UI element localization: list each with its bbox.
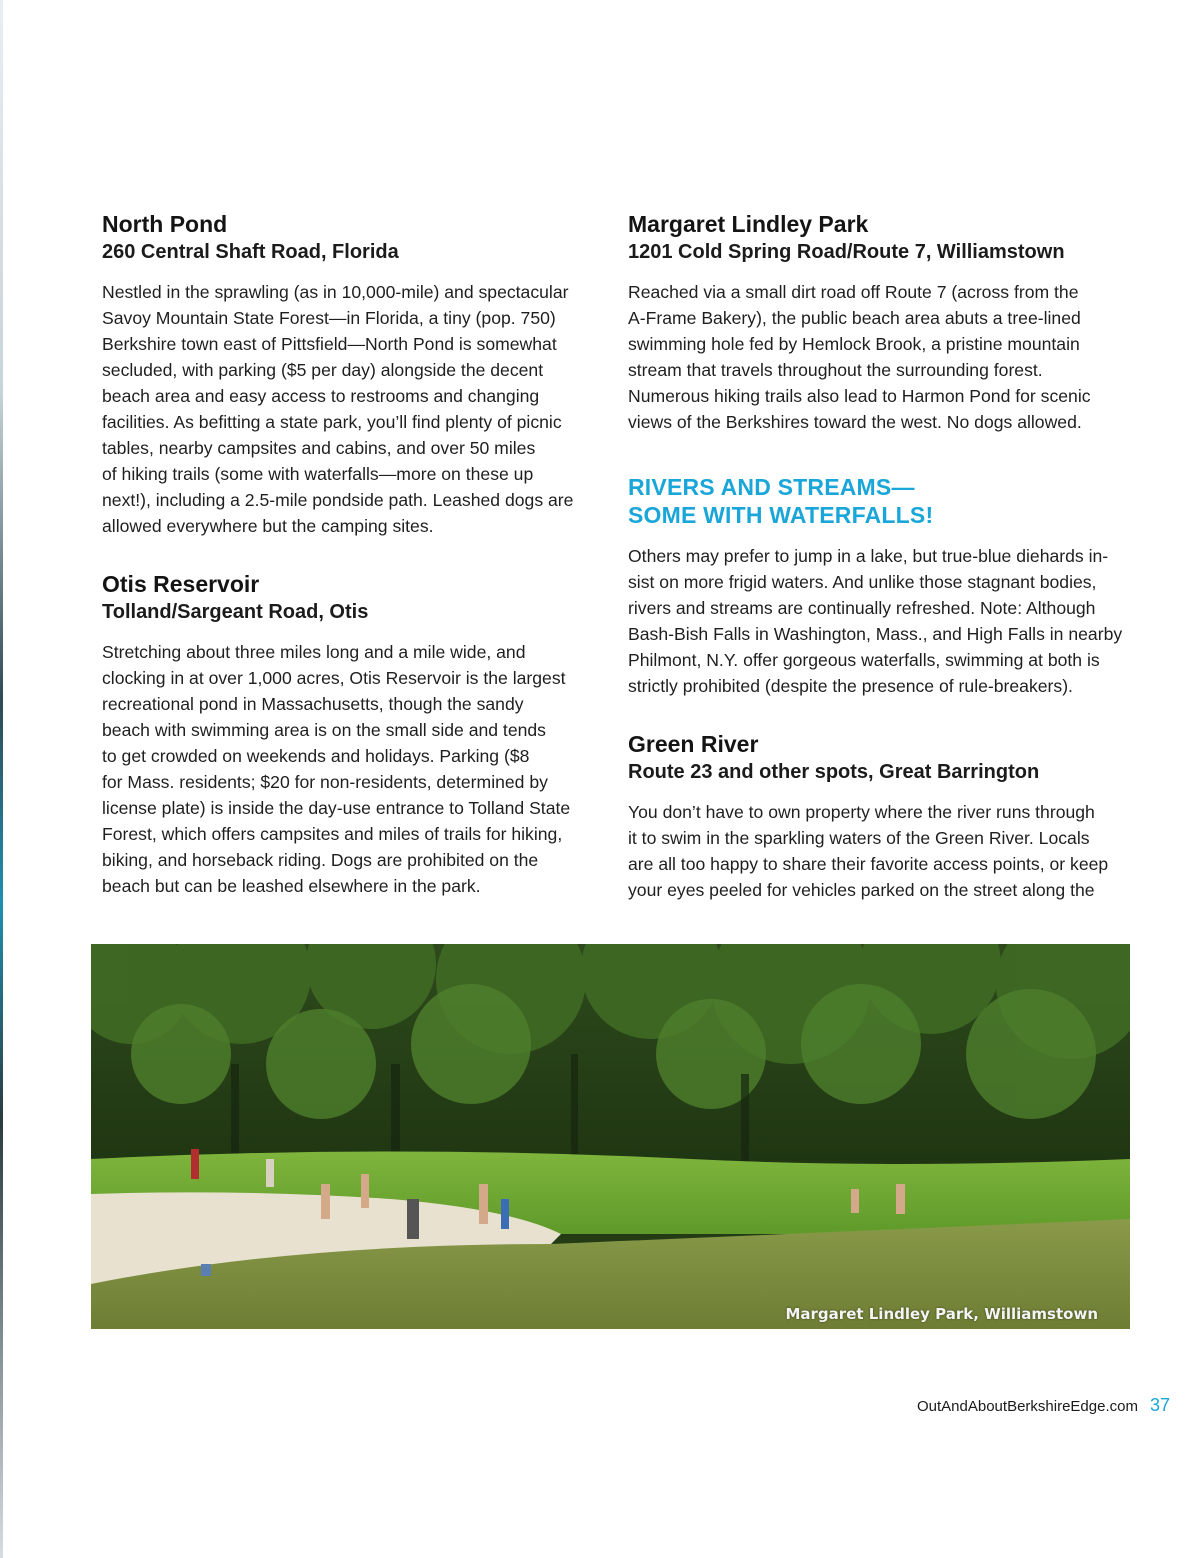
rivers-section-body — [628, 543, 1133, 699]
text-line: stream that travels throughout the surrounding forest. — [628, 360, 1043, 380]
text-line: biking, and horseback riding. Dogs are prohibited on the — [102, 850, 539, 870]
otis-reservoir-title: Otis Reservoir — [102, 571, 260, 597]
text-line: clocking in at over 1,000 acres, Otis Reservoir is the largest — [102, 668, 566, 688]
beach-photo — [91, 944, 1130, 1329]
text-line: Nestled in the sprawling (as in 10,000-mile) and spectacular — [102, 282, 569, 302]
page-number: 37 — [1149, 1395, 1170, 1415]
beach-photo-illustration — [91, 944, 1130, 1329]
right-column — [628, 209, 1133, 903]
text-line: to get crowded on weekends and holidays. Parking ($8 — [102, 746, 530, 766]
text-line: Berkshire town east of Pittsfield—North Pond is somewhat — [102, 334, 557, 354]
otis-reservoir-body — [102, 639, 592, 899]
green-river-title: Green River — [628, 731, 759, 757]
text-line: Savoy Mountain State Forest—in Florida, a tiny (pop. 750) — [102, 308, 556, 328]
text-line: allowed everywhere but the camping sites. — [102, 516, 434, 536]
text-line: Numerous hiking trails also lead to Harmon Pond for scenic — [628, 386, 1091, 406]
text-line: secluded, with parking ($5 per day) alongside the decent — [102, 360, 544, 380]
text-line: rivers and streams are continually refreshed. Note: Although — [628, 598, 1096, 618]
footer-site-url[interactable]: OutAndAboutBerkshireEdge.com — [917, 1398, 1138, 1415]
rivers-section-heading — [628, 473, 1133, 529]
text-line: Bash-Bish Falls in Washington, Mass., and High Falls in nearby — [628, 624, 1123, 644]
text-line: facilities. As befitting a state park, you’ll find plenty of picnic — [102, 412, 562, 432]
text-line: You don’t have to own property where the river runs through — [628, 802, 1095, 822]
margaret-lindley-title: Margaret Lindley Park — [628, 211, 869, 237]
text-line: strictly prohibited (despite the presence of rule-breakers). — [628, 676, 1073, 696]
text-line: next!), including a 2.5-mile pondside path. Leashed dogs are — [102, 490, 574, 510]
text-line: Others may prefer to jump in a lake, but true-blue diehards in- — [628, 546, 1109, 566]
text-line: tables, nearby campsites and cabins, and over 50 miles — [102, 438, 536, 458]
text-line: for Mass. residents; $20 for non-residents, determined by — [102, 772, 548, 792]
margaret-lindley-body — [628, 279, 1133, 435]
text-line: are all too happy to share their favorite access points, or keep — [628, 854, 1109, 874]
text-line: Forest, which offers campsites and miles of trails for hiking, — [102, 824, 563, 844]
text-line: it to swim in the sparkling waters of the Green River. Locals — [628, 828, 1090, 848]
heading-line: RIVERS AND STREAMS— — [628, 474, 915, 500]
page-footer — [917, 1395, 1170, 1416]
photo-caption: Margaret Lindley Park, Williamstown — [785, 1305, 1098, 1323]
heading-line: SOME WITH WATERFALLS! — [628, 502, 934, 528]
text-line: beach but can be leashed elsewhere in the park. — [102, 876, 481, 896]
north-pond-title: North Pond — [102, 211, 228, 237]
text-line: views of the Berkshires toward the west. No dogs allowed. — [628, 412, 1082, 432]
text-line: Stretching about three miles long and a mile wide, and — [102, 642, 526, 662]
north-pond-body — [102, 279, 592, 539]
text-line: your eyes peeled for vehicles parked on the street along the — [628, 880, 1095, 900]
page-edge-strip — [0, 0, 3, 1558]
text-line: Philmont, N.Y. offer gorgeous waterfalls, swimming at both is — [628, 650, 1100, 670]
text-line: swimming hole fed by Hemlock Brook, a pristine mountain — [628, 334, 1080, 354]
text-line: sist on more frigid waters. And unlike those stagnant bodies, — [628, 572, 1097, 592]
left-column — [102, 209, 592, 899]
margaret-lindley-address: 1201 Cold Spring Road/Route 7, Williamstown — [628, 241, 1065, 263]
text-line: beach area and easy access to restrooms and changing — [102, 386, 540, 406]
text-line: license plate) is inside the day-use entrance to Tolland State — [102, 798, 571, 818]
text-line: beach with swimming area is on the small side and tends — [102, 720, 546, 740]
text-line: Reached via a small dirt road off Route 7 (across from the — [628, 282, 1079, 302]
north-pond-address: 260 Central Shaft Road, Florida — [102, 241, 399, 263]
green-river-address: Route 23 and other spots, Great Barrington — [628, 761, 1040, 783]
otis-reservoir-address: Tolland/Sargeant Road, Otis — [102, 601, 369, 623]
text-line: of hiking trails (some with waterfalls—more on these up — [102, 464, 534, 484]
text-line: A-Frame Bakery), the public beach area abuts a tree-lined — [628, 308, 1081, 328]
text-line: recreational pond in Massachusetts, though the sandy — [102, 694, 524, 714]
green-river-body — [628, 799, 1133, 903]
